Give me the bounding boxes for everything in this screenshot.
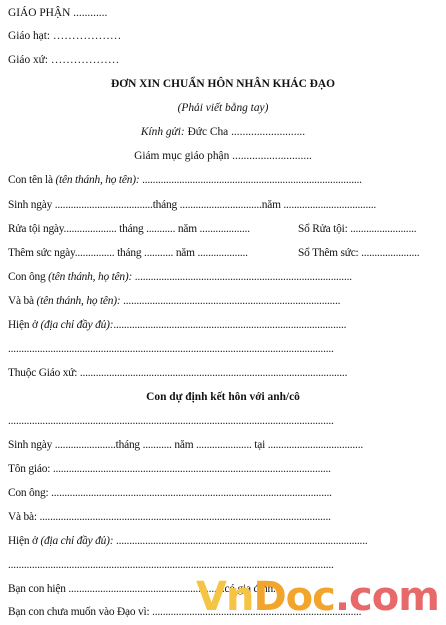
partner-ton-giao-line: Tôn giáo: .........................................................................................................	[8, 463, 331, 475]
vndoc-watermark-logo	[196, 572, 439, 622]
hien-o-hint: (địa chỉ đầy đủ):	[40, 319, 114, 331]
con-ong-dots: ..................................................................................	[132, 271, 352, 283]
hien-o-label: Hiện ở	[8, 319, 41, 331]
va-ba-dots: ..................................................................................	[120, 295, 341, 307]
va-ba-hint: (tên thánh, họ tên):	[36, 295, 121, 307]
hien-o-line	[8, 318, 346, 332]
blank-dots-line: ...........................................................................................................................	[8, 415, 334, 427]
blank-dots-line: ...........................................................................................................................	[8, 559, 334, 571]
con-ong-line	[8, 270, 352, 284]
thuoc-giao-xu-line: Thuộc Giáo xứ: .....................................................................................................	[8, 367, 348, 379]
rua-toi-line-right: Sổ Rửa tội: .........................	[298, 223, 417, 235]
va-ba-label: Và bà	[8, 295, 37, 307]
them-suc-line-left: Thêm sức ngày............... tháng ........... năm ...................	[8, 247, 248, 259]
partner-va-ba-line: Và bà: ..............................................................................................................	[8, 511, 331, 523]
kinh-gui-label: Kính gửi:	[140, 126, 185, 138]
con-ten-la-hint: (tên thánh, họ tên):	[55, 174, 140, 186]
document-subtitle: (Phải viết bằng tay)	[177, 102, 269, 114]
kinh-gui-line	[0, 125, 446, 139]
hien-o-dots: ........................................................................................	[113, 319, 347, 331]
section-title: Con dự định kết hôn với anh/cô	[146, 391, 300, 403]
con-ten-la-line	[8, 173, 362, 187]
blank-dots-line: ...........................................................................................................................	[8, 343, 334, 355]
watermark-vn: Vn	[196, 574, 254, 620]
con-ong-label: Con ông	[8, 271, 49, 283]
partner-con-ong-line: Con ông: ..........................................................................................................	[8, 487, 332, 499]
ban-con-chua-line: Bạn con chưa muốn vào Đạo vì: ...............................................................................	[8, 606, 362, 618]
partner-hien-o-hint: (địa chỉ đầy đủ):	[40, 535, 114, 547]
document-title: ĐƠN XIN CHUẨN HÔN NHÂN KHÁC ĐẠO	[110, 78, 335, 90]
partner-hien-o-line	[8, 534, 368, 548]
con-ten-la-label: Con tên là	[8, 174, 56, 186]
them-suc-line-right: Sổ Thêm sức: ......................	[298, 247, 420, 259]
header-giao-hat: Giáo hạt: ………………	[8, 30, 122, 42]
con-ong-hint: (tên thánh, họ tên):	[48, 271, 133, 283]
partner-hien-o-label: Hiện ở	[8, 535, 41, 547]
partner-hien-o-dots: ...............................................................................................	[113, 535, 368, 547]
kinh-gui-text: Đức Cha ..........................	[184, 126, 306, 138]
rua-toi-line-left: Rửa tội ngày.................... tháng ........... năm ...................	[8, 223, 250, 235]
sinh-ngay-line: Sinh ngày .....................................tháng ...............................năm ...................................	[8, 199, 377, 211]
ban-con-hien-line: Bạn con hiện ...........................................................có gia đình.	[8, 583, 276, 595]
header-giao-xu: Giáo xứ: ………………	[8, 54, 120, 66]
giam-muc-line: Giám mục giáo phận ............................	[134, 150, 312, 162]
va-ba-line	[8, 294, 340, 308]
con-ten-la-dots: ...................................................................................	[142, 174, 362, 186]
header-giao-phan: GIÁO PHẬN ............	[8, 7, 108, 19]
watermark-com: .com	[334, 574, 439, 620]
partner-sinh-ngay-line: Sinh ngày .......................tháng ........... năm ..................... tại ....................................	[8, 439, 364, 451]
watermark-doc: Doc	[253, 574, 335, 620]
